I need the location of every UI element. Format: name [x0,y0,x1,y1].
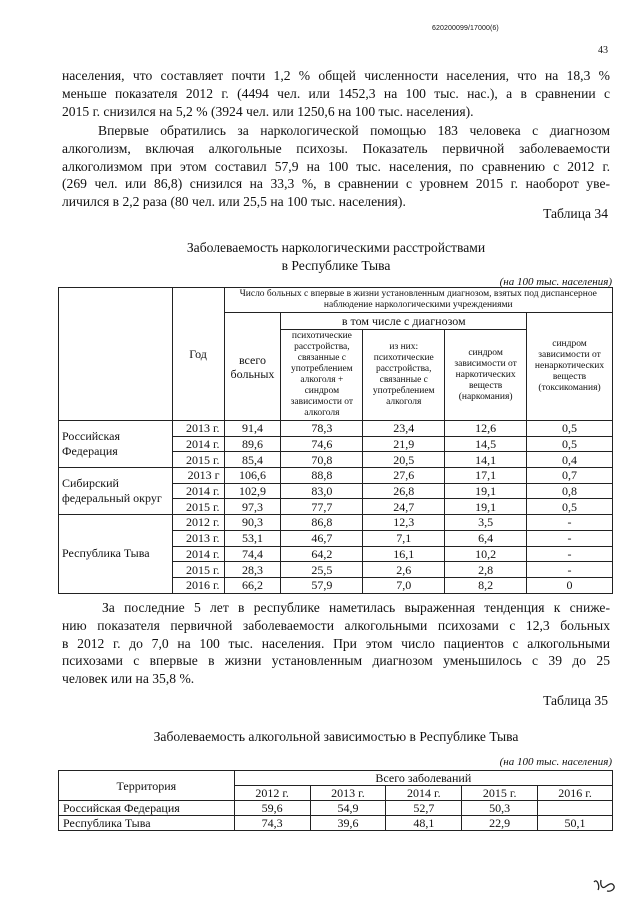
header-year-2012: 2012 г. [234,786,310,801]
total-cell: 85,4 [224,452,281,468]
year-cell: 2012 г. [172,515,224,531]
psy-cell: 12,3 [363,515,445,531]
psy-cell: 23,4 [363,421,445,437]
table-row [59,515,613,531]
tox-cell: 0,5 [527,499,613,515]
tox-cell: 0,7 [527,468,613,484]
header-psychotic: психотические расстройства, связанные с употреблением алкоголя + синдром зависимости от алкоголя [281,330,363,421]
table-35-label: Таблица 35 [543,693,608,708]
year-cell: 2014 г. [172,546,224,562]
text-line: нию показателя первичной заболеваемости алкогольными психозами с 12,3 больных [62,617,610,633]
psy-cell: 7,1 [363,530,445,546]
narc-cell: 10,2 [445,546,527,562]
territory-cell: Республика Тыва [59,816,235,831]
total-cell: 97,3 [224,499,281,515]
header-toxicomania: синдром зависимости от ненаркотических веществ (токсикомания) [527,313,613,421]
table-34-body [59,421,613,594]
alc-cell: 46,7 [281,530,363,546]
psy-cell: 27,6 [363,468,445,484]
year-cell: 2014 г. [172,483,224,499]
table-row [59,816,613,831]
header-all: Всего заболеваний [234,771,612,786]
psy-cell: 24,7 [363,499,445,515]
territory-cell: Российская Федерация [59,801,235,816]
psy-cell: 16,1 [363,546,445,562]
text-line: алкоголизм, включая алкогольные психозы. Показатель первичной заболеваемости [62,140,610,156]
header-narcomania: синдром зависимости от наркотических веществ (наркомания) [445,330,527,421]
tox-cell: 0,8 [527,483,613,499]
total-cell: 53,1 [224,530,281,546]
table-35 [58,770,613,831]
header-region-empty [59,288,173,421]
text-line: меньше показателя 2012 г. (4494 чел. или 1452,3 на 100 тыс. нас.), а в сравнении с [62,85,610,101]
narc-cell: 17,1 [445,468,527,484]
paragraph-1 [62,67,610,120]
table-34-label: Таблица 34 [543,206,608,221]
alc-cell: 70,8 [281,452,363,468]
value-cell: 50,1 [538,816,613,831]
tox-cell: 0,4 [527,452,613,468]
value-cell: 50,3 [462,801,538,816]
narc-cell: 8,2 [445,577,527,593]
total-cell: 102,9 [224,483,281,499]
table-35-body [59,801,613,831]
value-cell: 22,9 [462,816,538,831]
narc-cell: 14,5 [445,436,527,452]
handwritten-page-mark [592,874,622,896]
table-34-title-line-2: в Республике Тыва [281,258,391,273]
table-35-title: Заболеваемость алкогольной зависимостью в Республике Тыва [153,729,519,744]
year-cell: 2013 г. [172,421,224,437]
tox-cell: 0,5 [527,421,613,437]
table-34-title [62,239,610,275]
table-34 [58,287,613,594]
document-code: 620200099/17000(6) [432,25,499,32]
year-cell: 2013 г. [172,530,224,546]
alc-cell: 77,7 [281,499,363,515]
header-total: всего больных [224,313,281,421]
alc-cell: 78,3 [281,421,363,437]
value-cell [538,801,613,816]
narc-cell: 2,8 [445,562,527,578]
tox-cell: - [527,562,613,578]
narc-cell: 12,6 [445,421,527,437]
value-cell: 48,1 [386,816,462,831]
tox-cell: 0,5 [527,436,613,452]
header-psychoses: из них: психотические расстройства, связанные с употреблением алкоголя [363,330,445,421]
narc-cell: 19,1 [445,499,527,515]
year-cell: 2014 г. [172,436,224,452]
value-cell: 52,7 [386,801,462,816]
table-row [59,468,613,484]
year-cell: 2016 г. [172,577,224,593]
table-row [59,801,613,816]
header-group: Число больных с впервые в жизни установленным диагнозом, взятых под диспансерное наблюдение наркологическими учреждениями [224,288,612,313]
psy-cell: 21,9 [363,436,445,452]
table-34-units: (на 100 тыс. населения) [499,276,612,288]
table-row [59,421,613,437]
value-cell: 39,6 [310,816,386,831]
text-line: населения, что составляет почти 1,2 % общей численности населения, что на 18,3 % [62,68,610,83]
page-number: 43 [598,45,608,56]
header-year-2014: 2014 г. [386,786,462,801]
psy-cell: 20,5 [363,452,445,468]
header-year-2016: 2016 г. [538,786,613,801]
total-cell: 28,3 [224,562,281,578]
alc-cell: 88,8 [281,468,363,484]
year-cell: 2015 г. [172,452,224,468]
tox-cell: 0 [527,577,613,593]
table-35-units: (на 100 тыс. населения) [499,756,612,768]
table-34-title-line-1: Заболеваемость наркологическими расстройствами [186,240,486,255]
header-year: Год [172,288,224,421]
text-line: в 2012 г. до 7,0 на 100 тыс. населения. При этом число пациентов с алкогольными [62,635,610,651]
paragraph-3 [62,599,610,688]
header-year-2015: 2015 г. [462,786,538,801]
text-line: За последние 5 лет в республике наметилась выраженная тенденция к сниже- [102,600,610,615]
alc-cell: 25,5 [281,562,363,578]
year-cell: 2013 г [172,468,224,484]
narc-cell: 3,5 [445,515,527,531]
total-cell: 89,6 [224,436,281,452]
value-cell: 54,9 [310,801,386,816]
value-cell: 59,6 [234,801,310,816]
region-cell: Сибирский федеральный округ [59,468,173,515]
header-incl: в том числе с диагнозом [281,313,527,330]
text-line: психозами с впервые в жизни установленным диагнозом уменьшилось с 39 до 25 [62,653,610,669]
year-cell: 2015 г. [172,562,224,578]
total-cell: 66,2 [224,577,281,593]
alc-cell: 74,6 [281,436,363,452]
header-year-2013: 2013 г. [310,786,386,801]
year-cell: 2015 г. [172,499,224,515]
text-line: 2015 г. снизился на 5,2 % (3924 чел. или 1250,6 на 100 тыс. населения). [62,103,474,119]
text-line: Впервые обратились за наркологической помощью 183 человека с диагнозом [98,123,610,138]
narc-cell: 19,1 [445,483,527,499]
tox-cell: - [527,515,613,531]
value-cell: 74,3 [234,816,310,831]
tox-cell: - [527,546,613,562]
text-line: человек или на 35,8 %. [62,671,195,687]
text-line: личился в 2,2 раза (80 чел. или 25,5 на 100 тыс. населения). [62,194,406,210]
psy-cell: 2,6 [363,562,445,578]
header-territory: Территория [59,771,235,801]
paragraph-2 [62,122,610,211]
alc-cell: 57,9 [281,577,363,593]
narc-cell: 6,4 [445,530,527,546]
tox-cell: - [527,530,613,546]
psy-cell: 26,8 [363,483,445,499]
total-cell: 74,4 [224,546,281,562]
text-line: (269 чел. или 86,8) снизился на 33,3 %, в сравнении с уровнем 2015 г. наоборот уве- [62,176,610,192]
region-cell: Республика Тыва [59,515,173,593]
total-cell: 91,4 [224,421,281,437]
total-cell: 106,6 [224,468,281,484]
alc-cell: 64,2 [281,546,363,562]
alc-cell: 83,0 [281,483,363,499]
narc-cell: 14,1 [445,452,527,468]
psy-cell: 7,0 [363,577,445,593]
alc-cell: 86,8 [281,515,363,531]
total-cell: 90,3 [224,515,281,531]
text-line: алкоголизмом при этом составил 57,9 на 100 тыс. населения, по сравнению с 2012 г. [62,158,610,174]
region-cell: Российская Федерация [59,421,173,468]
